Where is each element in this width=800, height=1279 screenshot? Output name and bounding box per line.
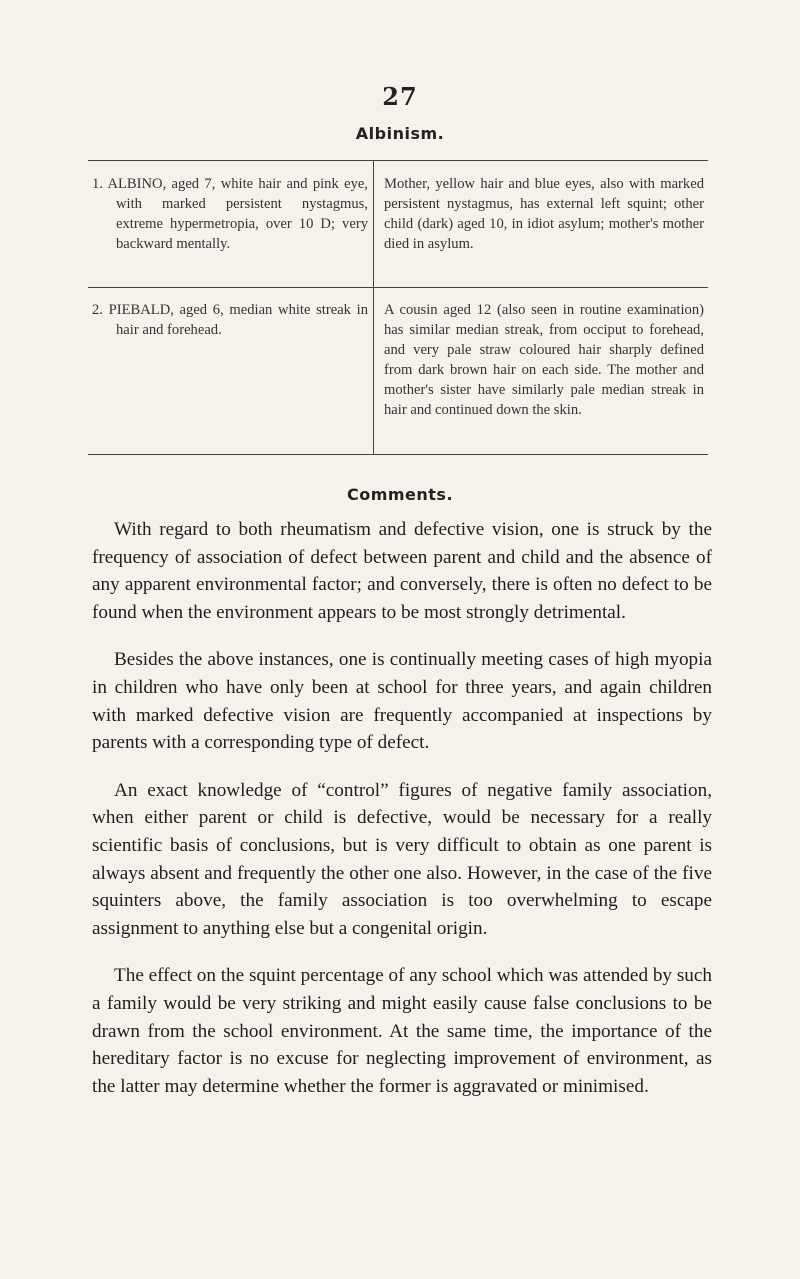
comments-body xyxy=(92,516,712,1120)
page-number: 27 xyxy=(382,82,418,111)
paragraph: Besides the above instances, one is continually meeting cases of high myopia in children who have only been at school for three years, and again children with marked defective vision are frequently accompanied at inspections by parents with a corresponding type of defect. xyxy=(92,649,712,754)
case-2-text: 2. PIEBALD, aged 6, median white streak in hair and forehead. xyxy=(92,302,368,338)
family-history: Mother, yellow hair and blue eyes, also with marked persistent nystagmus, has external left squint; other child (dark) aged 10, in idiot asylum; mother's mother died in asylum. xyxy=(384,176,704,252)
table-column-divider xyxy=(373,287,374,454)
paragraph: The effect on the squint percentage of any school which was attended by such a family would be very striking and might easily cause false conclusions to be drawn from the school environment. At the same time, the importance of the hereditary factor is no excuse for neglecting improvement of environment, as the latter may determine whether the former is aggravated or minimised. xyxy=(92,965,712,1097)
table-bottom-rule xyxy=(88,454,708,455)
table-top-rule xyxy=(88,160,708,161)
case-description xyxy=(92,174,368,254)
table-column-divider xyxy=(373,160,374,287)
family-history: A cousin aged 12 (also seen in routine examination) has similar median streak, from occiput to forehead, and very pale straw coloured hair sharply defined from dark brown hair on each side. The mother and mother's sister have similarly pale median streak in hair and continued down the skin. xyxy=(384,302,704,418)
case-1-text: 1. ALBINO, aged 7, white hair and pink eye, with marked persistent nystagmus, extreme hypermetropia, over 10 D; very backward mentally. xyxy=(92,176,368,252)
paragraph: An exact knowledge of “control” figures of negative family association, when either parent or child is defective, would be necessary for a really scientific basis of conclusions, but is very difficult to obtain as one parent is always absent and frequently the other one also. However, in the case of the five squinters above, the family association is too overwhelming to escape assignment to anything else but a congenital origin. xyxy=(92,779,712,939)
table-middle-rule xyxy=(88,287,708,288)
paragraph: With regard to both rheumatism and defective vision, one is struck by the frequency of association of defect between parent and child and the absence of any apparent environmental factor; and conversely, there is often no defect to be found when the environment appears to be most strongly detrimental. xyxy=(92,519,712,623)
case-description xyxy=(92,300,368,340)
comments-title: Comments. xyxy=(346,485,454,504)
section-title: Albinism. xyxy=(355,124,445,143)
